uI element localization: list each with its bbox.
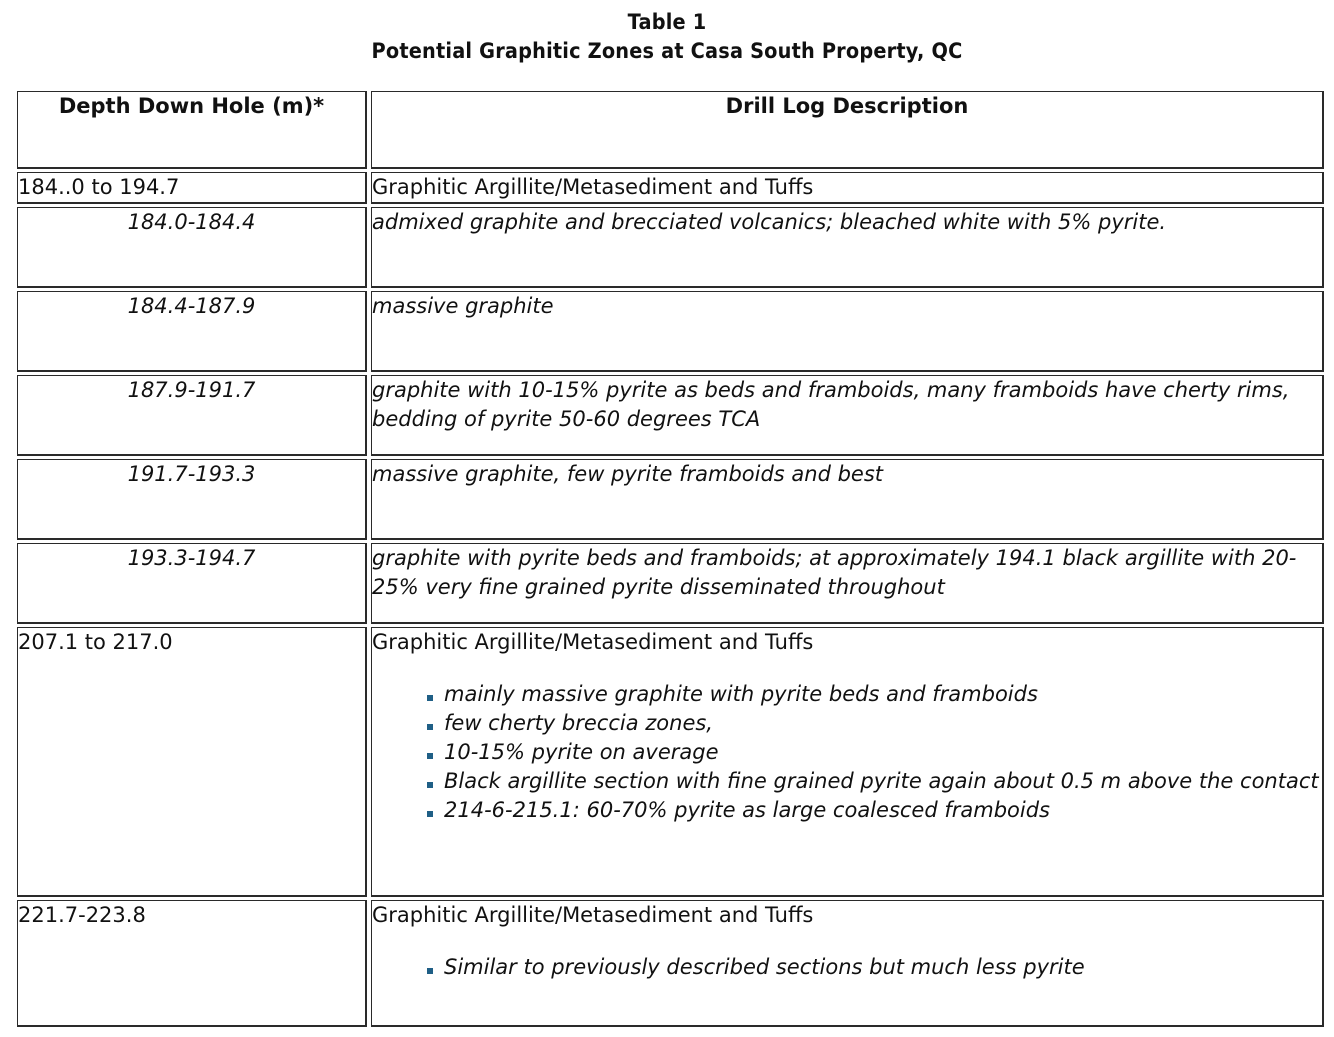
graphitic-zones-table xyxy=(13,88,1328,1030)
table-row xyxy=(17,375,1324,456)
list-item-text: Black argillite section with fine grained pyrite again about 0.5 m above the contact xyxy=(444,769,1319,793)
list-item xyxy=(442,953,1322,982)
table-row xyxy=(17,543,1324,624)
header-row xyxy=(17,91,1324,169)
list-item xyxy=(442,738,1322,767)
description-cell: Graphitic Argillite/Metasediment and Tuffs xyxy=(371,172,1324,204)
square-bullet-icon xyxy=(427,724,433,730)
table-row xyxy=(17,627,1324,897)
list-item-text: few cherty breccia zones, xyxy=(444,711,713,735)
table-label: Table 1 xyxy=(627,10,707,34)
list-item-text: 10-15% pyrite on average xyxy=(444,740,719,764)
list-item xyxy=(442,680,1322,709)
header-depth: Depth Down Hole (m)* xyxy=(17,91,367,169)
header-description: Drill Log Description xyxy=(371,91,1324,169)
depth-cell: 184..0 to 194.7 xyxy=(17,172,367,204)
description-cell xyxy=(371,900,1324,1027)
table-row xyxy=(17,459,1324,540)
table-caption xyxy=(53,8,1280,66)
depth-cell: 221.7-223.8 xyxy=(17,900,367,1027)
description-cell: massive graphite xyxy=(371,291,1324,372)
description-cell: admixed graphite and brecciated volcanics; bleached white with 5% pyrite. xyxy=(371,207,1324,288)
table-row xyxy=(17,207,1324,288)
list-item xyxy=(442,709,1322,738)
square-bullet-icon xyxy=(427,968,433,974)
section-title: Graphitic Argillite/Metasediment and Tuffs xyxy=(372,630,814,654)
depth-cell: 193.3-194.7 xyxy=(17,543,367,624)
description-cell: massive graphite, few pyrite framboids and best xyxy=(371,459,1324,540)
square-bullet-icon xyxy=(427,753,433,759)
depth-cell: 187.9-191.7 xyxy=(17,375,367,456)
list-item xyxy=(442,767,1322,796)
square-bullet-icon xyxy=(427,782,433,788)
list-item-text: mainly massive graphite with pyrite beds and framboids xyxy=(444,682,1038,706)
description-cell: graphite with pyrite beds and framboids; at approximately 194.1 black argillite with 20-25% very fine grained pyrite disseminated throughout xyxy=(371,543,1324,624)
list-item-text: Similar to previously described sections but much less pyrite xyxy=(444,955,1085,979)
depth-cell: 184.0-184.4 xyxy=(17,207,367,288)
square-bullet-icon xyxy=(427,811,433,817)
depth-cell: 184.4-187.9 xyxy=(17,291,367,372)
table-row xyxy=(17,900,1324,1027)
bullet-list xyxy=(372,680,1322,825)
table-row xyxy=(17,291,1324,372)
square-bullet-icon xyxy=(427,695,433,701)
depth-cell: 207.1 to 217.0 xyxy=(17,627,367,897)
section-title: Graphitic Argillite/Metasediment and Tuffs xyxy=(372,903,814,927)
list-item-text: 214-6-215.1: 60-70% pyrite as large coalesced framboids xyxy=(444,798,1050,822)
list-item xyxy=(442,796,1322,825)
bullet-list xyxy=(372,953,1322,982)
description-cell: graphite with 10-15% pyrite as beds and framboids, many framboids have cherty rims, bedding of pyrite 50-60 degrees TCA xyxy=(371,375,1324,456)
table-row xyxy=(17,172,1324,204)
table-title: Potential Graphitic Zones at Casa South Property, QC xyxy=(371,39,963,63)
description-cell xyxy=(371,627,1324,897)
depth-cell: 191.7-193.3 xyxy=(17,459,367,540)
